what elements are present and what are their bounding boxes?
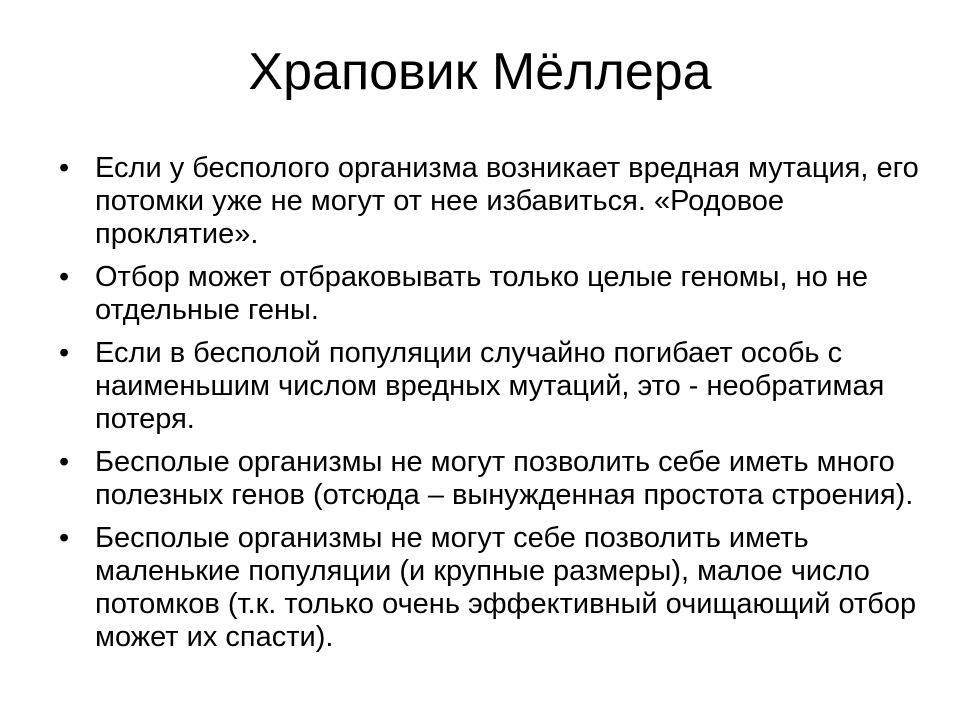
bullet-text-2: Отбор может отбраковывать только целые геномы, но не отдельные гены. bbox=[95, 261, 868, 326]
slide-title: Храповик Мёллера bbox=[248, 43, 712, 101]
bullet-text-3: Если в бесполой популяции случайно погибает особь с наименьшим числом вредных мутаций, это - необратимая потеря. bbox=[95, 337, 885, 435]
bullet-item-5 bbox=[55, 522, 935, 654]
bullet-marker-icon: • bbox=[59, 337, 70, 369]
bullet-text-4: Бесполые организмы не могут позволить себе иметь много полезных генов (отсюда – вынужденная простота строения). bbox=[95, 446, 914, 511]
bullet-item-2 bbox=[55, 261, 935, 327]
bullet-marker-icon: • bbox=[59, 522, 70, 554]
bullet-text-5: Бесполые организмы не могут себе позволить иметь маленькие популяции (и крупные размеры), малое число потомков (т.к. только очень эффективный очищающий отбор может их спасти). bbox=[95, 522, 917, 653]
bullet-list bbox=[55, 152, 935, 664]
bullet-item-4 bbox=[55, 446, 935, 512]
bullet-text-1: Если у бесполого организма возникает вредная мутация, его потомки уже не могут от нее избавиться. «Родовое проклятие». bbox=[95, 152, 919, 250]
bullet-marker-icon: • bbox=[59, 261, 70, 293]
bullet-marker-icon: • bbox=[59, 446, 70, 478]
bullet-item-3 bbox=[55, 337, 935, 436]
bullet-marker-icon: • bbox=[59, 152, 70, 184]
bullet-item-1 bbox=[55, 152, 935, 251]
